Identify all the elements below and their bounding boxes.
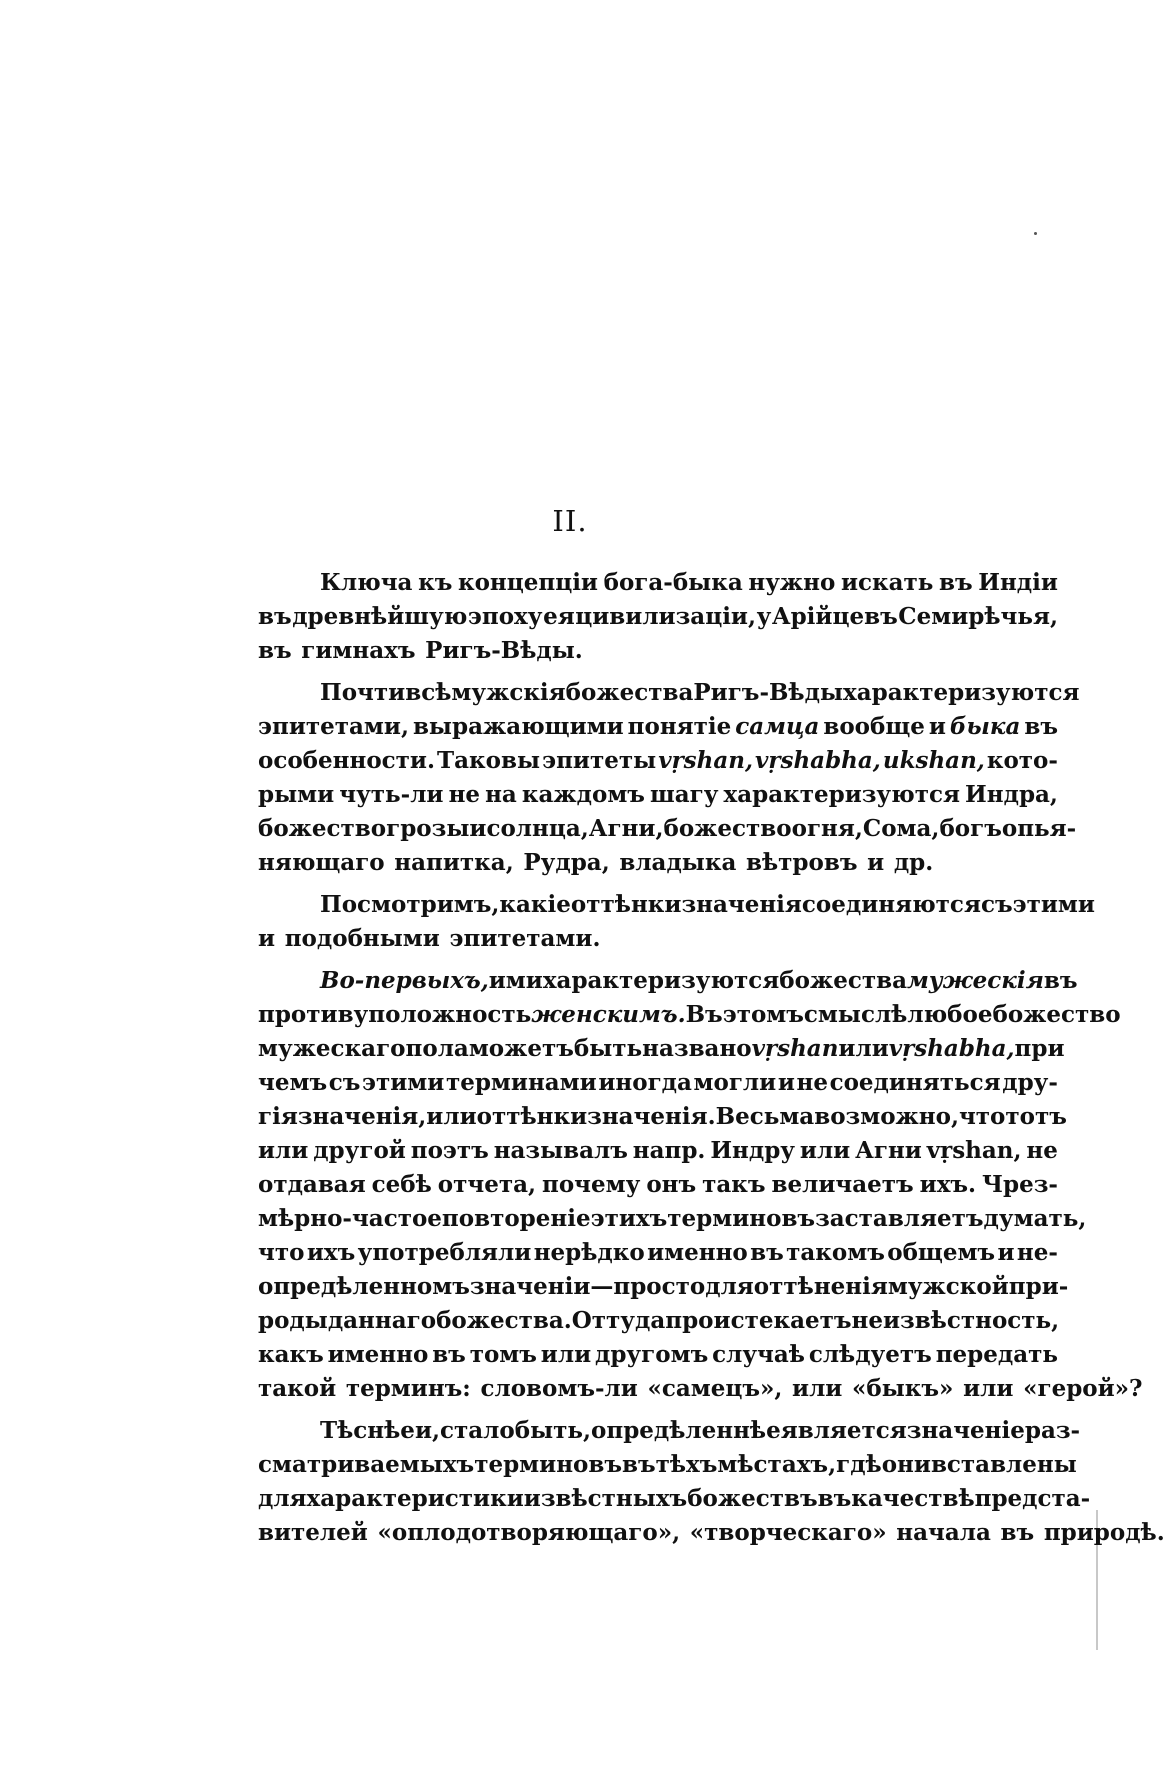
word: и <box>469 815 487 842</box>
word: или <box>838 1035 889 1062</box>
word: въ <box>432 1341 466 1368</box>
word: можетъ <box>468 1035 574 1062</box>
text-line <box>258 1134 1058 1168</box>
word: понятіе <box>627 713 732 740</box>
word: любое <box>907 1001 993 1028</box>
word: опья- <box>1001 815 1077 842</box>
word: роды <box>258 1307 328 1334</box>
word: Индру <box>710 1137 796 1164</box>
chapter-numeral: II. <box>552 504 588 538</box>
word: значеніи <box>469 1273 591 1300</box>
word: для <box>705 1273 754 1300</box>
word: какъ <box>258 1341 324 1368</box>
word: Посмотримъ, <box>320 891 500 918</box>
word: Во-первыхъ, <box>320 967 489 994</box>
word: съ <box>980 891 1013 918</box>
word: божествъ <box>687 1485 818 1512</box>
word: природѣ. <box>1043 1519 1165 1546</box>
word: Агни <box>855 1137 922 1164</box>
word: Арійцевъ <box>771 603 898 630</box>
word: божество <box>663 815 792 842</box>
word: Ключа <box>320 569 413 596</box>
word: мѣрно-частое <box>258 1205 442 1232</box>
word: терминовъ <box>474 1451 622 1478</box>
word: Въ <box>685 1001 723 1028</box>
word: опредѣленномъ <box>258 1273 470 1300</box>
word: соединяются <box>801 891 981 918</box>
word: пола <box>405 1035 469 1062</box>
word: божества. <box>436 1307 572 1334</box>
word: вѣтровъ <box>746 849 858 876</box>
word: въ <box>750 1239 784 1266</box>
word: и <box>258 925 276 952</box>
word: на <box>485 781 517 808</box>
word: такомъ <box>786 1239 885 1266</box>
word: Почти <box>320 679 406 706</box>
word: «творческаго» <box>689 1519 887 1546</box>
text-line <box>258 964 1078 998</box>
word: самца <box>735 713 820 740</box>
word: vṛshabha, <box>888 1035 1015 1062</box>
word: такой <box>258 1375 337 1402</box>
word: мужескія <box>906 967 1044 994</box>
word: проистекаетъ <box>665 1307 852 1334</box>
word: или <box>258 1137 309 1164</box>
word: эпитеты <box>542 747 657 774</box>
word: мужской <box>887 1273 1009 1300</box>
word: не <box>796 1069 828 1096</box>
word: «быкъ» <box>852 1375 954 1402</box>
word: употребляли <box>357 1239 532 1266</box>
word: въ <box>622 1451 656 1478</box>
word: ихъ. <box>919 1171 977 1198</box>
word: Семирѣчья, <box>898 603 1058 630</box>
word: или <box>540 1341 592 1368</box>
word: въ <box>258 637 292 664</box>
text-line <box>258 1414 1081 1448</box>
word: въ <box>939 569 973 596</box>
word: цивилизаціи, <box>575 603 756 630</box>
word: они <box>881 1451 931 1478</box>
word: характеристики <box>306 1485 524 1512</box>
text-line <box>258 1516 1165 1550</box>
word: значенія <box>681 891 802 918</box>
word: vṛshan, <box>926 1137 1022 1164</box>
word: что <box>258 1239 305 1266</box>
word: думать, <box>983 1205 1087 1232</box>
word: быть, <box>514 1417 592 1444</box>
word: неизвѣстность, <box>851 1307 1060 1334</box>
word: др. <box>893 849 934 876</box>
text-line <box>258 600 1058 634</box>
text-line <box>258 888 1095 922</box>
word: рыми <box>258 781 335 808</box>
word: этомъ <box>722 1001 804 1028</box>
word: и <box>867 849 885 876</box>
word: особенности. <box>258 747 435 774</box>
word: при <box>1014 1035 1065 1062</box>
word: Весьма <box>715 1103 815 1130</box>
word: томъ <box>469 1341 537 1368</box>
word: извѣстныхъ <box>523 1485 688 1512</box>
word: тотъ <box>1005 1103 1067 1130</box>
word: себѣ <box>371 1171 432 1198</box>
word: является <box>780 1417 907 1444</box>
text-line <box>258 1032 1065 1066</box>
word: Ригъ-Вѣды. <box>425 637 583 664</box>
word: даннаго <box>327 1307 437 1334</box>
word: или <box>426 1103 477 1130</box>
word: могли <box>693 1069 777 1096</box>
body-text <box>258 566 1165 1550</box>
word: значеніе <box>906 1417 1025 1444</box>
text-line <box>258 998 1121 1032</box>
word: Рудра, <box>523 849 610 876</box>
word: предста- <box>974 1485 1091 1512</box>
paragraph <box>258 888 1095 956</box>
word: огня, <box>791 815 863 842</box>
word: и, <box>414 1417 441 1444</box>
word: противуположность <box>258 1001 532 1028</box>
word: величаетъ <box>771 1171 914 1198</box>
word: гдѣ <box>836 1451 882 1478</box>
word: другой <box>313 1137 406 1164</box>
word: передать <box>935 1341 1058 1368</box>
text-line <box>258 1168 1058 1202</box>
word: этихъ <box>590 1205 668 1232</box>
word: характеризуются <box>843 679 1080 706</box>
word: именно <box>327 1341 429 1368</box>
word: возможно, <box>814 1103 959 1130</box>
word: не <box>448 781 481 808</box>
word: vṛshan <box>751 1035 839 1062</box>
word: вителей <box>258 1519 368 1546</box>
word: просто <box>613 1273 706 1300</box>
word: «самецъ», <box>647 1375 783 1402</box>
text-line <box>258 778 1058 812</box>
word: эпитетами. <box>449 925 601 952</box>
ink-speck <box>1034 232 1037 235</box>
word: этими <box>361 1069 445 1096</box>
word: быка <box>949 713 1021 740</box>
word: нужно <box>748 569 836 596</box>
word: и <box>997 1239 1015 1266</box>
word: всѣ <box>405 679 452 706</box>
word: опредѣленнѣе <box>591 1417 781 1444</box>
word: концепціи <box>457 569 598 596</box>
word: въ <box>258 603 292 630</box>
word: искать <box>840 569 934 596</box>
word: вообще <box>823 713 925 740</box>
word: терминовъ <box>667 1205 816 1232</box>
word: въ <box>1043 967 1078 994</box>
word: такъ <box>702 1171 766 1198</box>
word: эпитетами, <box>258 713 409 740</box>
word: женскимъ. <box>531 1001 686 1028</box>
word: у <box>756 603 772 630</box>
word: въ <box>1000 1519 1035 1546</box>
word: поэтъ <box>410 1137 489 1164</box>
word: или <box>963 1375 1014 1402</box>
word: — <box>590 1273 614 1300</box>
word: чемъ <box>258 1069 328 1096</box>
paragraph <box>258 964 1143 1406</box>
word: напр. <box>632 1137 706 1164</box>
word: Тѣснѣе <box>320 1417 415 1444</box>
word: какіе <box>499 891 571 918</box>
word: напитка, <box>394 849 514 876</box>
word: божества <box>565 679 694 706</box>
word: другомъ <box>595 1341 709 1368</box>
text-line <box>258 1372 1143 1406</box>
word: вставлены <box>930 1451 1077 1478</box>
text-line <box>258 634 1058 668</box>
word: «оплодотворяющаго», <box>377 1519 681 1546</box>
word: солнца, <box>486 815 589 842</box>
word: терминами <box>445 1069 597 1096</box>
text-line <box>258 744 1058 778</box>
word: при- <box>1008 1273 1069 1300</box>
word: почему <box>542 1171 641 1198</box>
word: онъ <box>646 1171 697 1198</box>
text-line <box>258 1448 1077 1482</box>
word: для <box>258 1485 307 1512</box>
word: vṛshan, <box>658 747 753 774</box>
word: не <box>1026 1137 1058 1164</box>
word: тѣхъ <box>655 1451 718 1478</box>
word: именно <box>647 1239 748 1266</box>
word: значенія, <box>297 1103 427 1130</box>
word: раз- <box>1024 1417 1081 1444</box>
word: каждомъ <box>521 781 645 808</box>
word: богъ <box>939 815 1002 842</box>
text-line <box>258 1100 1067 1134</box>
word: качествѣ <box>851 1485 975 1512</box>
word: характеризуются <box>723 781 960 808</box>
word: ея <box>543 603 575 630</box>
word: смыслѣ <box>803 1001 908 1028</box>
paragraph <box>258 676 1080 880</box>
word: или <box>799 1137 851 1164</box>
text-line <box>258 566 1058 600</box>
text-line <box>258 1304 1058 1338</box>
word: этими <box>1012 891 1095 918</box>
word: vṛshabha, <box>755 747 881 774</box>
word: случаѣ <box>712 1341 805 1368</box>
word: нерѣдко <box>533 1239 645 1266</box>
word: дру- <box>1002 1069 1058 1096</box>
word: не- <box>1016 1239 1058 1266</box>
text-line <box>258 1236 1058 1270</box>
text-line <box>258 1270 1069 1304</box>
word: няющаго <box>258 849 385 876</box>
word: шагу <box>650 781 719 808</box>
word: значенія. <box>587 1103 716 1130</box>
word: къ <box>418 569 453 596</box>
word: отчета, <box>437 1171 537 1198</box>
word: кото- <box>986 747 1058 774</box>
word: чуть-ли <box>339 781 444 808</box>
word: Таковы <box>437 747 541 774</box>
word: эпоху <box>467 603 543 630</box>
word: и <box>777 1069 795 1096</box>
word: въ <box>1024 713 1058 740</box>
text-line <box>258 812 1077 846</box>
text-line <box>258 1202 1087 1236</box>
word: иногда <box>598 1069 692 1096</box>
word: грозы <box>386 815 470 842</box>
word: отдавая <box>258 1171 366 1198</box>
word: божество <box>992 1001 1121 1028</box>
word: повтореніе <box>441 1205 591 1232</box>
word: Индра, <box>965 781 1058 808</box>
word: стало <box>440 1417 515 1444</box>
word: гія <box>258 1103 298 1130</box>
word: гимнахъ <box>301 637 416 664</box>
word: или <box>792 1375 843 1402</box>
word: Ригъ-Вѣды <box>693 679 843 706</box>
text-line <box>258 846 1058 880</box>
text-line <box>258 1482 1091 1516</box>
word: мѣстахъ, <box>717 1451 837 1478</box>
word: быть <box>573 1035 643 1062</box>
word: подобными <box>284 925 440 952</box>
word: Сома, <box>862 815 940 842</box>
word: въ <box>817 1485 852 1512</box>
word: называлъ <box>493 1137 628 1164</box>
text-line <box>258 676 1080 710</box>
word: Агни, <box>588 815 664 842</box>
word: сматриваемыхъ <box>258 1451 475 1478</box>
text-line <box>258 1066 1058 1100</box>
word: мужскія <box>451 679 566 706</box>
word: заставляетъ <box>815 1205 984 1232</box>
word: выражающими <box>412 713 624 740</box>
word: владыка <box>619 849 737 876</box>
word: Чрез- <box>982 1171 1058 1198</box>
word: оттѣнки <box>570 891 682 918</box>
word: общемъ <box>887 1239 996 1266</box>
word: божества <box>779 967 907 994</box>
word: и <box>928 713 946 740</box>
word: «герой»? <box>1023 1375 1143 1402</box>
word: слѣдуетъ <box>808 1341 932 1368</box>
text-line <box>258 1338 1058 1372</box>
text-line <box>258 922 1058 956</box>
word: Оттуда <box>571 1307 666 1334</box>
word: бога-быка <box>603 569 743 596</box>
word: терминъ: <box>345 1375 471 1402</box>
word: характеризуются <box>542 967 780 994</box>
word: мужескаго <box>258 1035 406 1062</box>
paragraph <box>258 1414 1165 1550</box>
word: Индіи <box>978 569 1058 596</box>
word: словомъ-ли <box>480 1375 638 1402</box>
word: ukshan, <box>882 747 985 774</box>
word: соединяться <box>829 1069 1001 1096</box>
word: съ <box>328 1069 361 1096</box>
word: древнѣйшую <box>292 603 468 630</box>
word: оттѣненія <box>753 1273 888 1300</box>
word: ихъ <box>306 1239 356 1266</box>
word: божество <box>258 815 387 842</box>
paragraph <box>258 566 1058 668</box>
text-line <box>258 710 1058 744</box>
word: оттѣнки <box>476 1103 588 1130</box>
word: начала <box>896 1519 991 1546</box>
word: названо <box>642 1035 752 1062</box>
word: что <box>958 1103 1006 1130</box>
word: ими <box>488 967 543 994</box>
